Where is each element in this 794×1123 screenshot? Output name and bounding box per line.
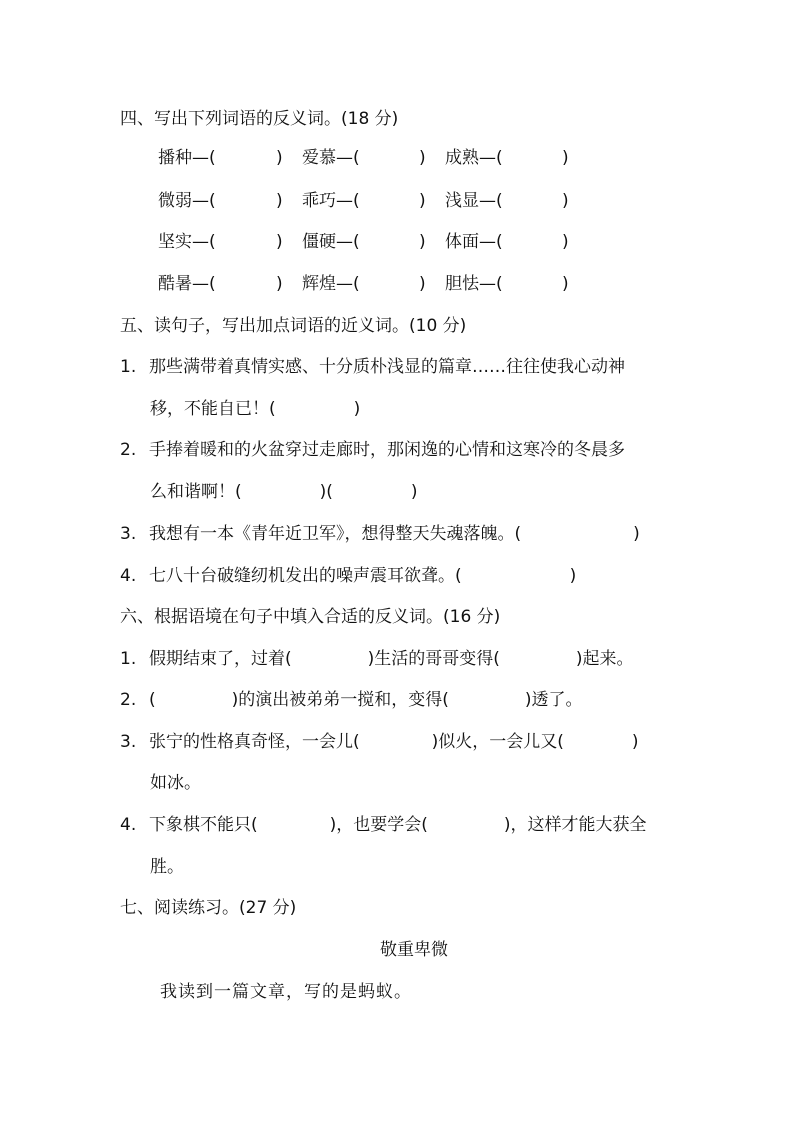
section-5-heading: 五、读句子，写出加点词语的近义词。(10 分): [120, 316, 467, 336]
word-prompt: 播种—(: [158, 148, 216, 168]
word-prompt: 乖巧—(: [302, 191, 360, 211]
question-5-2-cont: [150, 480, 418, 504]
question-text: (: [149, 690, 156, 710]
question-6-2: [120, 688, 583, 712]
question-text: )，也要学会(: [329, 815, 428, 835]
close-paren: ): [633, 524, 640, 544]
antonym-row: [0, 230, 794, 254]
section-4-heading: 四、写出下列词语的反义词。(18 分): [120, 109, 399, 129]
question-6-4-cont: 胜。: [150, 857, 184, 877]
antonym-row: [0, 189, 794, 213]
question-number: 2.: [120, 690, 137, 710]
question-6-1: [120, 647, 634, 671]
antonym-row: [0, 146, 794, 170]
paren-pair: )(: [319, 482, 333, 502]
question-6-4: [120, 813, 647, 837]
passage-first-line: 我读到一篇文章，写的是蚂蚁。: [160, 982, 412, 1002]
question-number: 3.: [120, 732, 137, 752]
question-text: )的演出被弟弟一搅和，变得(: [231, 690, 449, 710]
question-text: )透了。: [524, 690, 583, 710]
question-5-3: [120, 522, 640, 546]
close-paren: ): [276, 191, 283, 211]
passage-title: 敬重卑微: [380, 940, 448, 960]
word-prompt: 酷暑—(: [158, 274, 216, 294]
question-text: )似火，一会儿又(: [431, 732, 564, 752]
question-text: 下象棋不能只(: [149, 815, 258, 835]
question-number: 1.: [120, 357, 137, 377]
antonym-row: [0, 272, 794, 296]
word-prompt: 微弱—(: [158, 191, 216, 211]
question-text: 移，不能自已！(: [150, 399, 276, 419]
word-prompt: 浅显—(: [445, 191, 503, 211]
close-paren: ): [419, 191, 426, 211]
question-text: 七八十台破缝纫机发出的噪声震耳欲聋。(: [149, 566, 462, 586]
question-text: 我想有一本《青年近卫军》，想得整天失魂落魄。(: [149, 524, 522, 544]
close-paren: ): [419, 232, 426, 252]
question-text: 手捧着暖和的火盆穿过走廊时，那闲逸的心情和这寒冷的冬晨多: [149, 440, 625, 460]
word-prompt: 成熟—(: [445, 148, 503, 168]
question-6-3-cont: 如冰。: [150, 773, 201, 793]
question-text: 假期结束了，过着(: [149, 649, 292, 669]
question-text: 张宁的性格真奇怪，一会儿(: [149, 732, 360, 752]
close-paren: ): [276, 232, 283, 252]
close-paren: ): [353, 399, 361, 419]
close-paren: ): [562, 232, 569, 252]
section-6-heading: 六、根据语境在句子中填入合适的反义词。(16 分): [120, 607, 501, 627]
word-prompt: 辉煌—(: [302, 274, 360, 294]
question-6-3: [120, 730, 639, 754]
question-text: )起来。: [575, 649, 634, 669]
question-number: 1.: [120, 649, 137, 669]
close-paren: ): [562, 148, 569, 168]
question-5-2: [120, 438, 625, 462]
question-text: )，这样才能大获全: [503, 815, 647, 835]
question-text: 么和谐啊！(: [150, 482, 242, 502]
close-paren: ): [562, 191, 569, 211]
close-paren: ): [276, 274, 283, 294]
close-paren: ): [419, 148, 426, 168]
close-paren: ): [562, 274, 569, 294]
question-text: 那些满带着真情实感、十分质朴浅显的篇章……往往使我心动神: [149, 357, 625, 377]
question-text: )生活的哥哥变得(: [367, 649, 500, 669]
section-7-heading: 七、阅读练习。(27 分): [120, 898, 297, 918]
question-number: 2.: [120, 440, 137, 460]
question-number: 4.: [120, 815, 137, 835]
close-paren: ): [569, 566, 577, 586]
question-number: 3.: [120, 524, 137, 544]
close-paren: ): [631, 732, 639, 752]
close-paren: ): [419, 274, 426, 294]
question-number: 4.: [120, 566, 137, 586]
word-prompt: 爱慕—(: [302, 148, 360, 168]
question-5-1: [120, 355, 625, 379]
close-paren: ): [276, 148, 283, 168]
word-prompt: 坚实—(: [158, 232, 216, 252]
question-5-1-cont: [150, 397, 360, 421]
word-prompt: 体面—(: [445, 232, 503, 252]
close-paren: ): [410, 482, 418, 502]
word-prompt: 僵硬—(: [302, 232, 360, 252]
word-prompt: 胆怯—(: [445, 274, 503, 294]
question-5-4: [120, 564, 576, 588]
